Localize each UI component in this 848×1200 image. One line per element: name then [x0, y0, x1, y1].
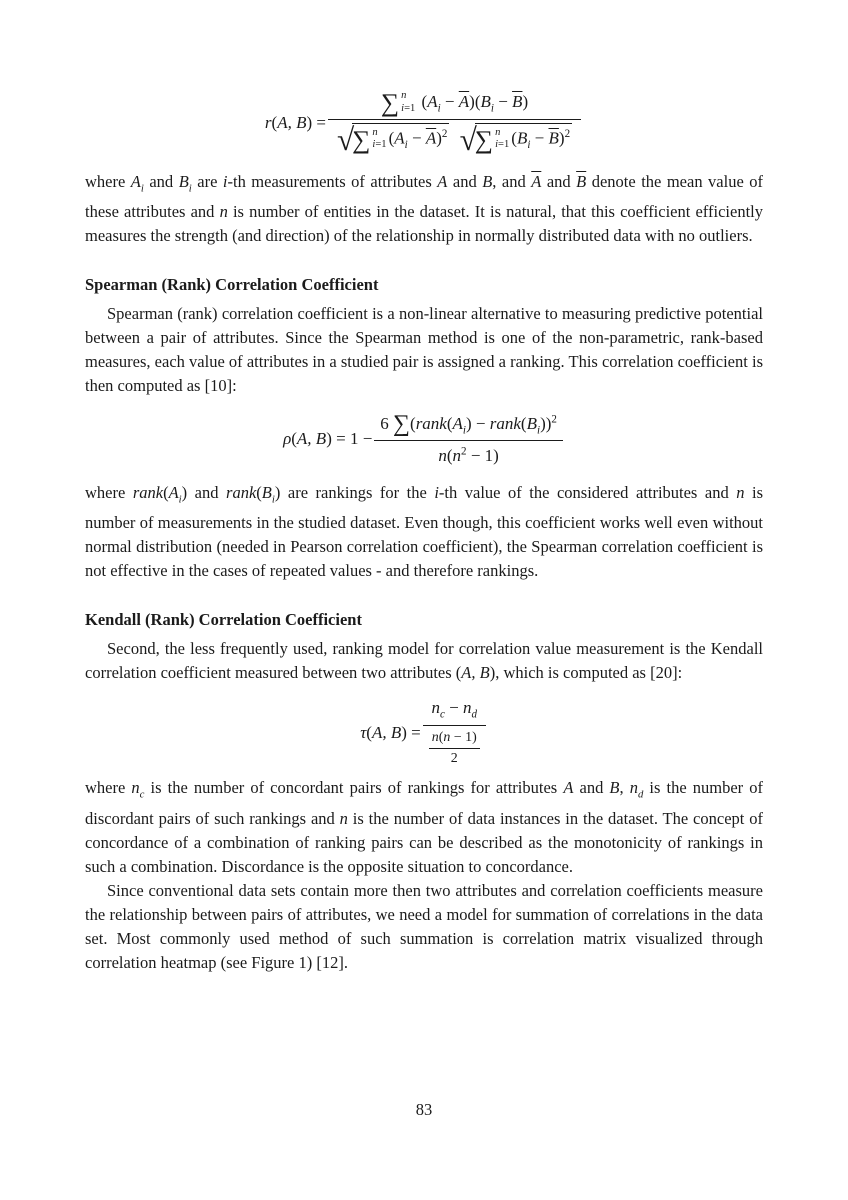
square-root — [337, 123, 449, 156]
heading-kendall: Kendall (Rank) Correlation Coefficient — [85, 610, 362, 630]
kendall-divisor: 2 — [450, 751, 458, 767]
sigma-symbol: ∑ — [352, 124, 371, 154]
paragraph-spearman-intro: Spearman (rank) correlation coefficient is a non-linear alternative to measuring predictive potential between a pair of attributes. Since the Spearman method is one of the non-parametric, rank-based measures, each value of attributes in a studied pair is assigned a ranking. This correlation coefficient is then computed as [10]: — [85, 303, 763, 395]
nested-numerator — [429, 729, 480, 749]
radical-symbol: √ — [336, 121, 355, 157]
formula-pearson — [85, 90, 763, 156]
limit-upper: n — [401, 90, 407, 102]
fraction — [328, 90, 581, 156]
limit-lower: i=1 — [401, 102, 416, 114]
sigma-symbol: ∑ — [474, 124, 494, 154]
paragraph-pearson-explanation: where $A_i$ and $B_i$ are i-th measurements of attributes A and B, and $\overline{A}$ and $\overline{B}$ denote the mean value of these attributes and n is number of entities in the dataset. It is natural, that this coefficient efficiently measures the strength (and direction) of the relationship in normally distributed data with no outliers. — [85, 171, 764, 245]
spearman-denominator-expression: $n(n^2 - 1)$ — [438, 445, 499, 465]
paragraph-summary: Since conventional data sets contain more then two attributes and correlation coefficients measure the relationship between pairs of attributes, we need a model for summation of correlations in the data set. Most commonly used method of such summation is correlation matrix visualized through correlation heatmap (see Figure 1) [12]. — [85, 880, 763, 972]
formula-kendall-lhs: τ(A, B) = — [360, 722, 421, 742]
paragraph-kendall-intro: Second, the less frequently used, ranking model for correlation value measurement is the Kendall correlation coefficient measured between two attributes (A, B), which is computed as [20]: — [85, 639, 763, 683]
summation-limits — [495, 127, 509, 152]
summation-limits — [401, 90, 415, 115]
fraction — [423, 697, 486, 768]
kendall-numerator-expression: $n_c - n_d$ — [431, 698, 478, 721]
paragraph-kendall-explanation: where $n_c$ is the number of concordant pairs of rankings for attributes A and B, $n_d$ is the number of discordant pairs of such rankings and n is the number of data instances in the dataset. The concept of concordance of a combination of ranking pairs can be described as the monotonicity of rankings in such a combination. Discordance is the opposite situation to concordance. — [85, 778, 764, 876]
radical-symbol: √ — [459, 121, 477, 157]
fraction — [374, 412, 563, 467]
denominator — [423, 726, 486, 768]
square-root — [460, 123, 572, 156]
kendall-pairs-expression: n(n − 1) — [431, 730, 477, 746]
summation-operator — [352, 124, 387, 154]
numerator — [423, 697, 486, 726]
page-number: 83 — [415, 1100, 433, 1119]
formula-spearman — [85, 412, 763, 467]
sigma-symbol: ∑ — [380, 88, 400, 117]
denominator — [328, 120, 581, 156]
formula-kendall — [85, 697, 763, 768]
summation-operator — [381, 90, 415, 116]
summation-limits — [372, 127, 386, 152]
limit-lower: i=1 — [372, 139, 387, 151]
radicand — [352, 123, 449, 153]
numerator — [328, 90, 581, 120]
summation-operator — [474, 124, 510, 154]
paragraph-spearman-explanation: where $rank(A_i)$ and $rank(B_i)$ are rankings for the i-th value of the considered attributes and n is number of measurements in the studied dataset. Even though, this coefficient works well even without normal distribution (needed in Pearson correlation coefficient), the Spearman correlation coefficient is not effective in the cases of repeated values - and therefore rankings. — [85, 483, 763, 581]
spearman-numerator-expression: 6 $\sum(rank(A_i)$ − $rank(B_i))^2$ — [380, 410, 557, 437]
pearson-denominator-b: $(B_i - \overline{B})^2$ — [511, 127, 571, 151]
formula-pearson-lhs: r(A, B) = — [264, 112, 326, 132]
limit-upper: n — [495, 126, 501, 138]
denominator — [374, 441, 563, 467]
nested-denominator — [429, 749, 480, 768]
limit-lower: i=1 — [495, 139, 510, 151]
pearson-numerator-expression: $(A_i - \overline{A})(B_i - \overline{B})$ — [421, 91, 529, 115]
numerator — [374, 412, 563, 441]
radicand — [475, 123, 572, 153]
formula-spearman-lhs: ρ(A, B) = 1 − — [283, 429, 373, 449]
heading-spearman: Spearman (Rank) Correlation Coefficient — [85, 274, 379, 294]
pearson-denominator-a: $(A_i - \overline{A})^2$ — [388, 127, 448, 151]
limit-upper: n — [372, 126, 378, 138]
nested-fraction — [429, 729, 480, 768]
